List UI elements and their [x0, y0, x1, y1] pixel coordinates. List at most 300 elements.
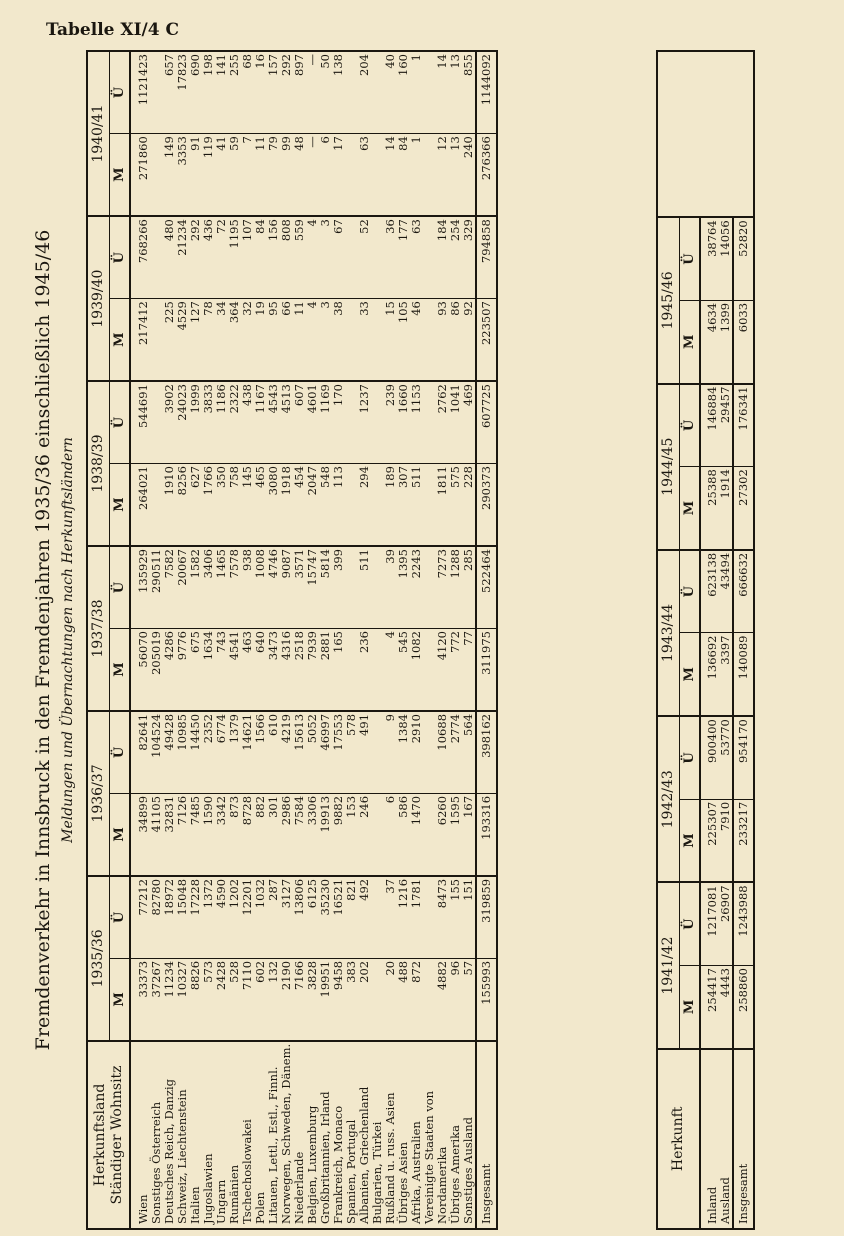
- col-u-header: Ü: [680, 384, 701, 467]
- data-cell: 586: [397, 793, 410, 875]
- row-label: Übriges Asien: [396, 1141, 410, 1224]
- data-cell: 14450: [189, 711, 202, 793]
- data-cell: 454: [293, 464, 306, 546]
- year-header: 1944/45: [657, 384, 680, 550]
- data-cell: 13: [449, 51, 462, 134]
- data-cell: 4: [306, 216, 319, 298]
- data-cell: 132: [267, 958, 280, 1040]
- data-cell: 2986: [280, 793, 293, 875]
- col-u-header: Ü: [110, 51, 131, 134]
- data-cell: 6774: [215, 711, 228, 793]
- total-cell: 398162: [476, 711, 497, 793]
- data-cell: 18972: [163, 876, 176, 958]
- data-cell: 17553: [332, 711, 345, 793]
- page-subtitle: Meldungen und Übernachtungen nach Herkunftsländern: [60, 437, 76, 843]
- data-cell: 3397: [719, 633, 733, 716]
- rotated-page: [32, 50, 822, 1230]
- bottom-table: [656, 50, 755, 1230]
- total-cell: 193316: [476, 793, 497, 875]
- data-cell: 511: [410, 464, 423, 546]
- data-cell: 21234: [176, 216, 189, 298]
- data-cell: 1395: [397, 546, 410, 628]
- data-cell: 1: [410, 134, 423, 216]
- data-cell: 29457: [719, 384, 733, 467]
- data-cell: 1379: [228, 711, 241, 793]
- data-cell: 768266: [130, 216, 150, 298]
- data-cell: 155: [449, 876, 462, 958]
- data-cell: 821: [345, 876, 358, 958]
- data-cell: 52: [358, 216, 371, 298]
- header-label-block: [87, 1041, 130, 1229]
- data-cell: 4634: [700, 300, 719, 383]
- total-cell: 522464: [476, 546, 497, 628]
- data-cell: 657: [163, 51, 176, 134]
- data-cell: 897: [293, 51, 306, 134]
- data-cell: 640: [254, 629, 267, 711]
- data-cell: —: [306, 134, 319, 216]
- data-cell: 301: [267, 793, 280, 875]
- data-cell: 2910: [410, 711, 423, 793]
- data-cell: 202: [358, 958, 371, 1040]
- data-cell: 285: [462, 546, 476, 628]
- total-cell: 290373: [476, 464, 497, 546]
- data-cell: 436: [202, 216, 215, 298]
- data-cell: 492: [358, 876, 371, 958]
- data-cell: 4286: [163, 629, 176, 711]
- col-u-header: Ü: [110, 876, 131, 958]
- year-header: 1945/46: [657, 217, 680, 383]
- data-cell: 1582: [189, 546, 202, 628]
- data-cell: 4543: [267, 381, 280, 463]
- data-cell: 254417: [700, 966, 719, 1049]
- data-cell: 564: [462, 711, 476, 793]
- data-cell: 136692: [700, 633, 719, 716]
- data-cell: 1470: [410, 793, 423, 875]
- total-cell: 311975: [476, 629, 497, 711]
- col-m-header: M: [680, 966, 701, 1049]
- data-cell: 24023: [176, 381, 189, 463]
- data-cell: 1041: [449, 381, 462, 463]
- col-m-header: M: [110, 793, 131, 875]
- main-table: [86, 50, 498, 1230]
- bottom-total-row: [733, 51, 754, 1229]
- data-cell: 127: [189, 299, 202, 381]
- data-cell: 1195: [228, 216, 241, 298]
- data-cell: 10688: [436, 711, 449, 793]
- data-cell: 690: [189, 51, 202, 134]
- col-u-header: Ü: [110, 381, 131, 463]
- total-row: [476, 51, 497, 1229]
- data-cell: 488: [397, 958, 410, 1040]
- data-cell: 307: [397, 464, 410, 546]
- data-cell: 8728: [241, 793, 254, 875]
- data-cell: 217412: [130, 299, 150, 381]
- data-cell: 1153: [410, 381, 423, 463]
- data-cell: 141: [215, 51, 228, 134]
- data-cell: 6: [319, 134, 332, 216]
- data-cell: 4219: [280, 711, 293, 793]
- data-cell: [371, 629, 384, 711]
- total-cell: 1243988: [733, 882, 754, 965]
- data-cell: 77212: [130, 876, 150, 958]
- row-label: Sonstiges Österreich: [149, 1101, 163, 1224]
- data-cell: 399: [332, 546, 345, 628]
- data-cell: 329: [462, 216, 476, 298]
- total-cell: 223507: [476, 299, 497, 381]
- data-cell: 92: [462, 299, 476, 381]
- data-cell: 855: [462, 51, 476, 134]
- col-m-header: M: [110, 629, 131, 711]
- data-cell: 610: [267, 711, 280, 793]
- header-label-1: Herkunftsland: [91, 1083, 108, 1187]
- data-cell: 40: [384, 51, 397, 134]
- data-cell: 228: [462, 464, 476, 546]
- data-cell: 4513: [280, 381, 293, 463]
- bottom-header-row-years: [657, 51, 680, 1229]
- row-label: Inland: [705, 1186, 719, 1224]
- data-cell: 13: [449, 134, 462, 216]
- table-row: [462, 51, 476, 1229]
- data-cell: 86: [449, 299, 462, 381]
- row-label: Vereinigte Staaten von: [422, 1090, 436, 1224]
- total-cell: 276366: [476, 134, 497, 216]
- data-cell: 1082: [410, 629, 423, 711]
- data-cell: 9776: [176, 629, 189, 711]
- data-cell: 1914: [719, 467, 733, 550]
- total-cell: 27302: [733, 467, 754, 550]
- total-cell: 258860: [733, 966, 754, 1049]
- data-cell: 1167: [254, 381, 267, 463]
- data-cell: 82780: [150, 876, 163, 958]
- data-cell: 14056: [719, 217, 733, 300]
- data-cell: 4: [384, 629, 397, 711]
- data-cell: 2762: [436, 381, 449, 463]
- data-cell: 1008: [254, 546, 267, 628]
- row-label: Albanien, Griechenland: [357, 1086, 371, 1224]
- total-cell: 52820: [733, 217, 754, 300]
- table-row: [332, 51, 345, 1229]
- data-cell: 38764: [700, 217, 719, 300]
- row-label: Bulgarien, Türkei: [370, 1121, 384, 1224]
- data-cell: 1918: [280, 464, 293, 546]
- row-label: Frankreich, Monaco: [331, 1105, 345, 1224]
- data-cell: 491: [358, 711, 371, 793]
- row-label: Ungarn: [214, 1179, 228, 1224]
- data-cell: 66: [280, 299, 293, 381]
- data-cell: 17823: [176, 51, 189, 134]
- data-cell: 4746: [267, 546, 280, 628]
- data-cell: 160: [397, 51, 410, 134]
- row-label: Niederlande: [292, 1151, 306, 1224]
- data-cell: 35230: [319, 876, 332, 958]
- col-u-header: Ü: [680, 217, 701, 300]
- row-label: Sonstiges Ausland: [461, 1116, 475, 1224]
- data-cell: 17228: [189, 876, 202, 958]
- data-cell: 198: [202, 51, 215, 134]
- data-cell: 19951: [319, 958, 332, 1040]
- row-label: Spanien, Portugal: [344, 1119, 358, 1224]
- data-cell: 573: [202, 958, 215, 1040]
- data-cell: 511: [358, 546, 371, 628]
- data-cell: 2047: [306, 464, 319, 546]
- data-cell: [371, 793, 384, 875]
- year-header: 1942/43: [657, 716, 680, 882]
- data-cell: 480: [163, 216, 176, 298]
- col-u-header: Ü: [680, 882, 701, 965]
- data-cell: 1595: [449, 793, 462, 875]
- total-cell: 1144092: [476, 51, 497, 134]
- data-cell: 72: [215, 216, 228, 298]
- data-cell: 41105: [150, 793, 163, 875]
- data-cell: 7910: [719, 799, 733, 882]
- data-cell: 12: [436, 134, 449, 216]
- header-row-years: [87, 51, 110, 1229]
- data-cell: 8256: [176, 464, 189, 546]
- data-cell: 2428: [215, 958, 228, 1040]
- data-cell: 11: [293, 299, 306, 381]
- col-m-header: M: [680, 633, 701, 716]
- data-cell: 49428: [163, 711, 176, 793]
- data-cell: 1660: [397, 381, 410, 463]
- data-cell: 33: [358, 299, 371, 381]
- row-label: Deutsches Reich, Danzig: [162, 1078, 176, 1224]
- col-m-header: M: [680, 467, 701, 550]
- data-cell: 578: [345, 711, 358, 793]
- data-cell: 4882: [436, 958, 449, 1040]
- data-cell: 93: [436, 299, 449, 381]
- data-cell: 5052: [306, 711, 319, 793]
- data-cell: 264021: [130, 464, 150, 546]
- data-cell: 177: [397, 216, 410, 298]
- data-cell: 95: [267, 299, 280, 381]
- col-u-header: Ü: [110, 546, 131, 628]
- total-cell: 6033: [733, 300, 754, 383]
- data-cell: 20: [384, 958, 397, 1040]
- data-cell: 1465: [215, 546, 228, 628]
- data-cell: 290511: [150, 546, 163, 628]
- data-cell: 292: [280, 51, 293, 134]
- data-cell: 872: [410, 958, 423, 1040]
- col-m-header: M: [110, 299, 131, 381]
- data-cell: 20067: [176, 546, 189, 628]
- row-label: Übriges Amerika: [448, 1125, 462, 1224]
- data-cell: 882: [254, 793, 267, 875]
- data-cell: 15747: [306, 546, 319, 628]
- col-u-header: Ü: [680, 716, 701, 799]
- total-cell: 954170: [733, 716, 754, 799]
- table-row: [358, 51, 371, 1229]
- data-cell: 43494: [719, 550, 733, 633]
- data-cell: 4601: [306, 381, 319, 463]
- data-cell: 6125: [306, 876, 319, 958]
- data-cell: [371, 711, 384, 793]
- data-cell: 189: [384, 464, 397, 546]
- data-cell: 15613: [293, 711, 306, 793]
- data-cell: 165: [332, 629, 345, 711]
- data-cell: 7485: [189, 793, 202, 875]
- row-label: Rußland u. russ. Asien: [383, 1092, 397, 1224]
- data-cell: 3571: [293, 546, 306, 628]
- data-cell: 7126: [176, 793, 189, 875]
- data-cell: 2881: [319, 629, 332, 711]
- data-cell: 271860: [130, 134, 150, 216]
- data-cell: 3: [319, 216, 332, 298]
- data-cell: 91: [189, 134, 202, 216]
- data-cell: 4120: [436, 629, 449, 711]
- data-cell: 246: [358, 793, 371, 875]
- data-cell: 153: [345, 793, 358, 875]
- total-label: Insgesamt: [733, 1049, 754, 1229]
- data-cell: 1634: [202, 629, 215, 711]
- data-cell: 607: [293, 381, 306, 463]
- data-cell: 4443: [719, 966, 733, 1049]
- year-header: 1943/44: [657, 550, 680, 716]
- data-cell: 7273: [436, 546, 449, 628]
- row-label: Rumänien: [227, 1164, 241, 1224]
- row-label: Schweiz, Liechtenstein: [175, 1089, 189, 1224]
- data-cell: 84: [254, 216, 267, 298]
- data-cell: 38: [332, 299, 345, 381]
- data-cell: 1910: [163, 464, 176, 546]
- data-cell: 2190: [280, 958, 293, 1040]
- data-cell: 7: [241, 134, 254, 216]
- data-cell: 1372: [202, 876, 215, 958]
- data-cell: 96: [449, 958, 462, 1040]
- data-cell: 4590: [215, 876, 228, 958]
- data-cell: 1566: [254, 711, 267, 793]
- data-cell: 548: [319, 464, 332, 546]
- total-cell: 319859: [476, 876, 497, 958]
- data-cell: 46: [410, 299, 423, 381]
- data-cell: 225307: [700, 799, 719, 882]
- year-header: 1936/37: [87, 711, 110, 876]
- data-cell: 157: [267, 51, 280, 134]
- row-label: Nordamerika: [435, 1146, 449, 1224]
- col-u-header: Ü: [110, 711, 131, 793]
- data-cell: 623138: [700, 550, 719, 633]
- data-cell: 184: [436, 216, 449, 298]
- data-cell: 99: [280, 134, 293, 216]
- data-cell: 2518: [293, 629, 306, 711]
- data-cell: 438: [241, 381, 254, 463]
- data-cell: 3473: [267, 629, 280, 711]
- data-cell: 53770: [719, 716, 733, 799]
- data-cell: 205019: [150, 629, 163, 711]
- data-cell: 119: [202, 134, 215, 216]
- year-header: 1938/39: [87, 381, 110, 546]
- data-cell: 167: [462, 793, 476, 875]
- data-cell: 1169: [319, 381, 332, 463]
- data-cell: 25388: [700, 467, 719, 550]
- total-cell: 666632: [733, 550, 754, 633]
- col-m-header: M: [680, 300, 701, 383]
- data-cell: 146884: [700, 384, 719, 467]
- data-cell: 26907: [719, 882, 733, 965]
- data-cell: 15048: [176, 876, 189, 958]
- data-cell: 36: [384, 216, 397, 298]
- year-header: 1935/36: [87, 876, 110, 1041]
- data-cell: 151: [462, 876, 476, 958]
- row-label: Großbritannien, Irland: [318, 1091, 332, 1224]
- data-cell: 545: [397, 629, 410, 711]
- table-row: [410, 51, 423, 1229]
- total-cell: 794858: [476, 216, 497, 298]
- data-cell: 14621: [241, 711, 254, 793]
- data-cell: 240: [462, 134, 476, 216]
- data-cell: 465: [254, 464, 267, 546]
- data-cell: 7939: [306, 629, 319, 711]
- row-label: Jugoslawien: [201, 1153, 215, 1224]
- data-cell: 37267: [150, 958, 163, 1040]
- data-cell: 6: [384, 793, 397, 875]
- data-cell: 50: [319, 51, 332, 134]
- data-cell: 4: [306, 299, 319, 381]
- data-cell: 239: [384, 381, 397, 463]
- data-cell: 32831: [163, 793, 176, 875]
- data-cell: 559: [293, 216, 306, 298]
- total-cell: 176341: [733, 384, 754, 467]
- row-label: Wien: [136, 1194, 150, 1224]
- data-cell: 37: [384, 876, 397, 958]
- data-cell: 2243: [410, 546, 423, 628]
- data-cell: 3833: [202, 381, 215, 463]
- data-cell: 3342: [215, 793, 228, 875]
- data-cell: 19: [254, 299, 267, 381]
- data-cell: 9882: [332, 793, 345, 875]
- data-cell: 135929: [130, 546, 150, 628]
- data-cell: 236: [358, 629, 371, 711]
- row-label: Norwegen, Schweden, Dänem.: [279, 1043, 293, 1224]
- data-cell: 19913: [319, 793, 332, 875]
- data-cell: 59: [228, 134, 241, 216]
- data-cell: 463: [241, 629, 254, 711]
- table-row: [130, 51, 150, 1229]
- data-cell: 3353: [176, 134, 189, 216]
- data-cell: 7578: [228, 546, 241, 628]
- data-cell: 1999: [189, 381, 202, 463]
- data-cell: 287: [267, 876, 280, 958]
- data-cell: 873: [228, 793, 241, 875]
- data-cell: 1202: [228, 876, 241, 958]
- table-row: [719, 51, 733, 1229]
- data-cell: 13806: [293, 876, 306, 958]
- data-cell: 11234: [163, 958, 176, 1040]
- total-cell: 233217: [733, 799, 754, 882]
- data-cell: 1590: [202, 793, 215, 875]
- data-cell: 16: [254, 51, 267, 134]
- data-cell: 77: [462, 629, 476, 711]
- data-cell: 204: [358, 51, 371, 134]
- data-cell: 364: [228, 299, 241, 381]
- data-cell: 16521: [332, 876, 345, 958]
- data-cell: 602: [254, 958, 267, 1040]
- data-cell: 1216: [397, 876, 410, 958]
- data-cell: 3306: [306, 793, 319, 875]
- data-cell: 469: [462, 381, 476, 463]
- data-cell: 1384: [397, 711, 410, 793]
- data-cell: 3080: [267, 464, 280, 546]
- data-cell: 1: [410, 51, 423, 134]
- col-u-header: Ü: [110, 216, 131, 298]
- data-cell: 544691: [130, 381, 150, 463]
- data-cell: 808: [280, 216, 293, 298]
- data-cell: 57: [462, 958, 476, 1040]
- data-cell: 9458: [332, 958, 345, 1040]
- data-cell: 255: [228, 51, 241, 134]
- data-cell: 145: [241, 464, 254, 546]
- data-cell: 68: [241, 51, 254, 134]
- data-cell: 63: [410, 216, 423, 298]
